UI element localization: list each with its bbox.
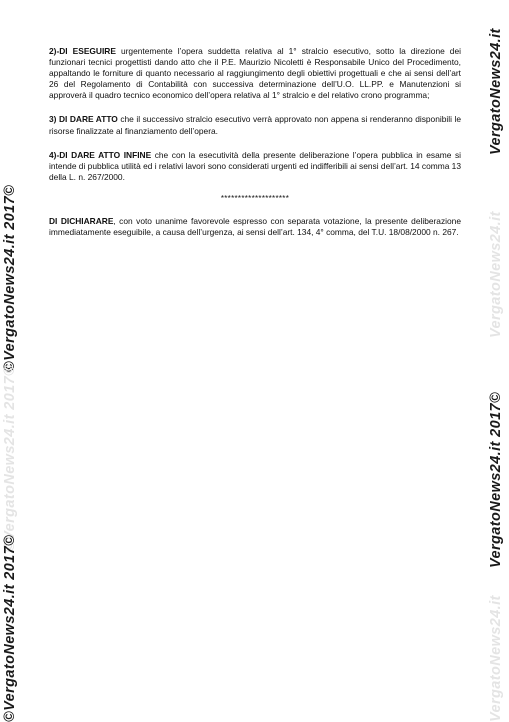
- watermark-right-bottom: VergatoNews24.it 2017©: [488, 391, 504, 568]
- watermark-left-lower: ©VergatoNews24.it 2017©: [2, 534, 18, 722]
- watermark-left-ghost: ©VergatoNews24.it 2017©: [2, 364, 18, 552]
- paragraph-text: urgentemente l’opera suddetta relativa al 1° stralcio esecutivo, sotto la direzione dei funzionari tecnici progettisti dando atto che il P.E. Maurizio Nicoletti è Responsabile Unico del Procedimento, appaltando le forniture di quanto necessario al raggiungimento degli obiettivi progettuali e che ai sensi dell’art 26 del Regolamento di Contabilità con successiva determinazione dell’U.O. LL.PP. e Manutenzioni si approverà il quadro tecnico economico dell’opera relativa al 1° stralcio e del relativo crono programma;: [49, 46, 461, 101]
- watermark-right-ghost-lower: VergatoNews24.it: [488, 595, 504, 722]
- watermark-left-upper: ©VergatoNews24.it 2017©: [2, 184, 18, 372]
- paragraph-text: , con voto unanime favorevole espresso con separata votazione, la presente deliberazione immediatamente eseguibile, a causa dell’urgenza, ai sensi dell’art. 134, 4° comma, del T.U. 18/08/2000 n. 267.: [49, 216, 461, 238]
- paragraph-dichiarare: [49, 216, 461, 238]
- paragraph-lead: 4)-DI DARE ATTO INFINE: [49, 149, 152, 160]
- separator-stars: ********************: [220, 193, 290, 203]
- deliberation-body: [49, 46, 461, 251]
- paragraph-dare-atto-infine: [49, 150, 461, 183]
- watermark-right-ghost: VergatoNews24.it: [488, 211, 504, 338]
- watermark-right-top: VergatoNews24.it: [488, 28, 504, 155]
- paragraph-eseguire: [49, 46, 461, 101]
- paragraph-lead: 2)-DI ESEGUIRE: [49, 46, 116, 56]
- paragraph-text: che con la esecutività della presente deliberazione l’opera pubblica in esame si intende di pubblica utilità ed i relativi lavori sono considerati urgenti ed indifferibili ai sensi dell’art. 14 comma 13 della L. n. 267/2000.: [49, 149, 461, 182]
- paragraph-lead: 3) DI DARE ATTO: [49, 114, 118, 125]
- paragraph-dare-atto: [49, 114, 461, 136]
- paragraph-lead: DI DICHIARARE: [49, 216, 114, 227]
- paragraph-text: che il successivo stralcio esecutivo verrà approvato non appena si renderanno disponibili le risorse finalizzate al finanziamento dell’opera.: [49, 114, 462, 136]
